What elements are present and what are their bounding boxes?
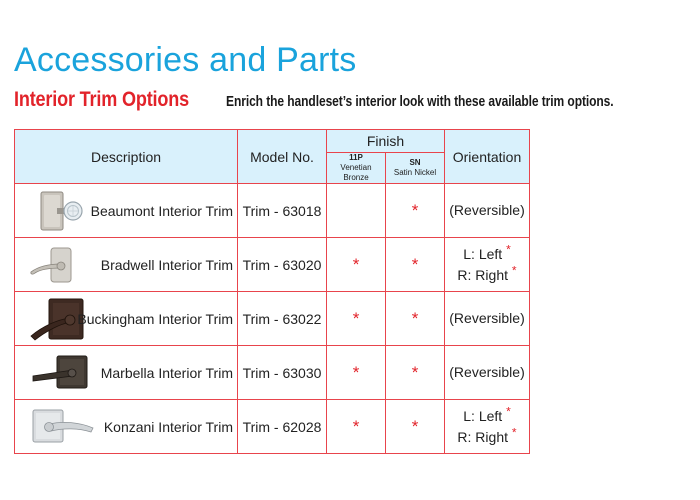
orientation-cell xyxy=(445,400,530,454)
trim-description: Buckingham Interior Trim xyxy=(77,310,233,327)
finish-sn-cell: * xyxy=(386,346,445,400)
model-cell: Trim - 63022 xyxy=(238,292,327,346)
finish-name: Venetian Bronze xyxy=(340,163,372,182)
finish-header-sn xyxy=(386,153,445,184)
table-row xyxy=(15,346,530,400)
orientation-text: R: Right xyxy=(457,266,508,283)
available-mark: * xyxy=(511,424,517,439)
finish-code: SN xyxy=(409,158,421,167)
orientation-right xyxy=(445,424,529,448)
orientation-left xyxy=(445,403,529,427)
orientation-text: L: Left xyxy=(463,407,503,424)
finish-11p-cell: * xyxy=(327,400,386,454)
orientation-text: (Reversible) xyxy=(449,310,525,326)
table-header-row xyxy=(15,130,530,153)
finish-code: 11P xyxy=(349,153,363,162)
orientation-cell xyxy=(445,346,530,400)
finish-sn-cell: * xyxy=(386,400,445,454)
table-row xyxy=(15,292,530,346)
orientation-text: (Reversible) xyxy=(449,202,525,218)
column-header-description: Description xyxy=(15,130,238,184)
page-title: Accessories and Parts xyxy=(14,41,357,79)
trim-description: Bradwell Interior Trim xyxy=(100,256,233,273)
bradwell-trim-image xyxy=(27,242,97,288)
orientation-text: L: Left xyxy=(463,245,503,262)
trim-description: Konzani Interior Trim xyxy=(103,418,233,435)
beaumont-trim-image xyxy=(27,188,97,234)
description-cell xyxy=(15,292,238,346)
finish-sn-cell: * xyxy=(386,292,445,346)
column-header-model: Model No. xyxy=(238,130,327,184)
orientation-text: (Reversible) xyxy=(449,364,525,380)
finish-11p-cell: * xyxy=(327,238,386,292)
finish-11p-cell: * xyxy=(327,292,386,346)
table-row xyxy=(15,184,530,238)
finish-sn-cell: * xyxy=(386,238,445,292)
description-cell xyxy=(15,184,238,238)
konzani-trim-image xyxy=(27,404,97,450)
model-cell: Trim - 62028 xyxy=(238,400,327,454)
orientation-cell xyxy=(445,184,530,238)
marbella-trim-image xyxy=(27,350,97,396)
description-cell xyxy=(15,238,238,292)
table-row xyxy=(15,400,530,454)
table-row xyxy=(15,238,530,292)
model-cell: Trim - 63030 xyxy=(238,346,327,400)
finish-11p-cell xyxy=(327,184,386,238)
orientation-cell xyxy=(445,292,530,346)
finish-11p-cell: * xyxy=(327,346,386,400)
description-cell xyxy=(15,346,238,400)
column-header-orientation: Orientation xyxy=(445,130,530,184)
orientation-text: R: Right xyxy=(457,428,508,445)
finish-sn-cell: * xyxy=(386,184,445,238)
model-cell: Trim - 63020 xyxy=(238,238,327,292)
column-header-finish: Finish xyxy=(327,130,445,153)
available-mark: * xyxy=(506,403,511,418)
section-title: Interior Trim Options xyxy=(14,88,189,111)
section-tagline: Enrich the handleset’s interior look with these available trim options. xyxy=(226,94,614,110)
finish-name: Satin Nickel xyxy=(393,168,437,177)
finish-header-11p xyxy=(327,153,386,184)
description-cell xyxy=(15,400,238,454)
orientation-right xyxy=(445,262,529,286)
trim-description: Marbella Interior Trim xyxy=(100,364,233,381)
orientation-cell xyxy=(445,238,530,292)
trim-options-table xyxy=(14,129,530,454)
available-mark: * xyxy=(511,262,517,277)
available-mark: * xyxy=(506,241,511,256)
orientation-left xyxy=(445,241,529,265)
trim-description: Beaumont Interior Trim xyxy=(90,202,233,219)
model-cell: Trim - 63018 xyxy=(238,184,327,238)
